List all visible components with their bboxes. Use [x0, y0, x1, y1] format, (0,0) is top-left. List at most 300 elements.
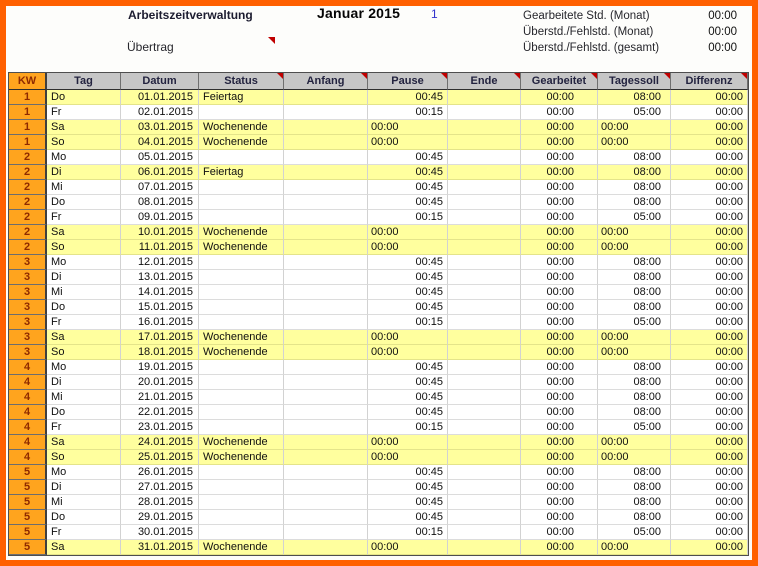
cell-tag[interactable]: Do [47, 90, 121, 105]
cell-tagessoll[interactable]: 08:00 [598, 510, 671, 525]
cell-ende[interactable] [448, 315, 521, 330]
cell-tagessoll[interactable]: 08:00 [598, 180, 671, 195]
cell-gearbeitet[interactable]: 00:00 [521, 405, 598, 420]
cell-pause[interactable]: 00:45 [368, 285, 448, 300]
cell-differenz[interactable]: 00:00 [671, 255, 748, 270]
cell-ende[interactable] [448, 345, 521, 360]
cell-pause[interactable]: 00:00 [368, 120, 448, 135]
cell-kw[interactable]: 4 [9, 450, 47, 465]
cell-status[interactable]: Wochenende [199, 135, 284, 150]
cell-tag[interactable]: Mo [47, 360, 121, 375]
cell-ende[interactable] [448, 375, 521, 390]
cell-ende[interactable] [448, 330, 521, 345]
cell-datum[interactable]: 17.01.2015 [121, 330, 199, 345]
cell-gearbeitet[interactable]: 00:00 [521, 315, 598, 330]
cell-ende[interactable] [448, 435, 521, 450]
cell-anfang[interactable] [284, 375, 368, 390]
cell-kw[interactable]: 3 [9, 285, 47, 300]
cell-gearbeitet[interactable]: 00:00 [521, 270, 598, 285]
column-header-differenz[interactable]: Differenz [671, 73, 748, 90]
cell-ende[interactable] [448, 135, 521, 150]
cell-ende[interactable] [448, 225, 521, 240]
cell-kw[interactable]: 4 [9, 405, 47, 420]
cell-differenz[interactable]: 00:00 [671, 240, 748, 255]
cell-gearbeitet[interactable]: 00:00 [521, 435, 598, 450]
cell-anfang[interactable] [284, 210, 368, 225]
cell-kw[interactable]: 2 [9, 210, 47, 225]
cell-kw[interactable]: 4 [9, 360, 47, 375]
cell-datum[interactable]: 20.01.2015 [121, 375, 199, 390]
cell-ende[interactable] [448, 150, 521, 165]
cell-kw[interactable]: 5 [9, 480, 47, 495]
cell-gearbeitet[interactable]: 00:00 [521, 525, 598, 540]
cell-differenz[interactable]: 00:00 [671, 180, 748, 195]
cell-anfang[interactable] [284, 435, 368, 450]
cell-pause[interactable]: 00:45 [368, 480, 448, 495]
column-header-datum[interactable]: Datum [121, 73, 199, 90]
cell-pause[interactable]: 00:00 [368, 345, 448, 360]
cell-anfang[interactable] [284, 240, 368, 255]
cell-tag[interactable]: Do [47, 405, 121, 420]
cell-ende[interactable] [448, 420, 521, 435]
cell-status[interactable] [199, 510, 284, 525]
cell-tagessoll[interactable]: 00:00 [598, 120, 671, 135]
cell-status[interactable] [199, 270, 284, 285]
column-header-anfang[interactable]: Anfang [284, 73, 368, 90]
cell-kw[interactable]: 3 [9, 330, 47, 345]
cell-datum[interactable]: 18.01.2015 [121, 345, 199, 360]
cell-tag[interactable]: Mo [47, 255, 121, 270]
cell-pause[interactable]: 00:45 [368, 465, 448, 480]
cell-differenz[interactable]: 00:00 [671, 495, 748, 510]
cell-status[interactable]: Wochenende [199, 240, 284, 255]
cell-ende[interactable] [448, 495, 521, 510]
cell-anfang[interactable] [284, 90, 368, 105]
cell-tagessoll[interactable]: 08:00 [598, 375, 671, 390]
cell-status[interactable] [199, 495, 284, 510]
cell-anfang[interactable] [284, 165, 368, 180]
cell-anfang[interactable] [284, 105, 368, 120]
cell-datum[interactable]: 26.01.2015 [121, 465, 199, 480]
cell-ende[interactable] [448, 120, 521, 135]
column-header-status[interactable]: Status [199, 73, 284, 90]
cell-anfang[interactable] [284, 330, 368, 345]
cell-datum[interactable]: 09.01.2015 [121, 210, 199, 225]
cell-differenz[interactable]: 00:00 [671, 120, 748, 135]
cell-anfang[interactable] [284, 315, 368, 330]
cell-ende[interactable] [448, 360, 521, 375]
column-header-tagessoll[interactable]: Tagessoll [598, 73, 671, 90]
cell-tagessoll[interactable]: 08:00 [598, 285, 671, 300]
cell-anfang[interactable] [284, 120, 368, 135]
cell-pause[interactable]: 00:00 [368, 330, 448, 345]
cell-tagessoll[interactable]: 08:00 [598, 150, 671, 165]
cell-ende[interactable] [448, 165, 521, 180]
cell-ende[interactable] [448, 540, 521, 555]
month-number-cell[interactable]: 1 [431, 7, 438, 21]
cell-differenz[interactable]: 00:00 [671, 465, 748, 480]
cell-datum[interactable]: 25.01.2015 [121, 450, 199, 465]
cell-tag[interactable]: Di [47, 165, 121, 180]
cell-kw[interactable]: 3 [9, 270, 47, 285]
cell-gearbeitet[interactable]: 00:00 [521, 135, 598, 150]
cell-gearbeitet[interactable]: 00:00 [521, 210, 598, 225]
cell-tag[interactable]: Do [47, 195, 121, 210]
cell-kw[interactable]: 5 [9, 465, 47, 480]
cell-tagessoll[interactable]: 08:00 [598, 165, 671, 180]
cell-datum[interactable]: 24.01.2015 [121, 435, 199, 450]
cell-datum[interactable]: 31.01.2015 [121, 540, 199, 555]
cell-kw[interactable]: 3 [9, 300, 47, 315]
cell-kw[interactable]: 1 [9, 135, 47, 150]
cell-tag[interactable]: Sa [47, 120, 121, 135]
cell-differenz[interactable]: 00:00 [671, 405, 748, 420]
cell-status[interactable] [199, 420, 284, 435]
cell-differenz[interactable]: 00:00 [671, 330, 748, 345]
cell-tagessoll[interactable]: 08:00 [598, 405, 671, 420]
cell-tag[interactable]: Di [47, 480, 121, 495]
cell-ende[interactable] [448, 285, 521, 300]
cell-ende[interactable] [448, 90, 521, 105]
cell-differenz[interactable]: 00:00 [671, 435, 748, 450]
cell-ende[interactable] [448, 510, 521, 525]
cell-kw[interactable]: 2 [9, 225, 47, 240]
cell-kw[interactable]: 5 [9, 540, 47, 555]
cell-gearbeitet[interactable]: 00:00 [521, 300, 598, 315]
cell-status[interactable]: Feiertag [199, 165, 284, 180]
cell-kw[interactable]: 4 [9, 390, 47, 405]
cell-pause[interactable]: 00:45 [368, 300, 448, 315]
cell-tag[interactable]: Fr [47, 315, 121, 330]
cell-anfang[interactable] [284, 525, 368, 540]
cell-kw[interactable]: 2 [9, 150, 47, 165]
cell-kw[interactable]: 4 [9, 375, 47, 390]
cell-anfang[interactable] [284, 300, 368, 315]
cell-tagessoll[interactable]: 08:00 [598, 270, 671, 285]
cell-differenz[interactable]: 00:00 [671, 315, 748, 330]
cell-gearbeitet[interactable]: 00:00 [521, 150, 598, 165]
cell-gearbeitet[interactable]: 00:00 [521, 120, 598, 135]
cell-tagessoll[interactable]: 00:00 [598, 435, 671, 450]
cell-tag[interactable]: Sa [47, 435, 121, 450]
cell-gearbeitet[interactable]: 00:00 [521, 465, 598, 480]
cell-status[interactable] [199, 285, 284, 300]
cell-pause[interactable]: 00:45 [368, 375, 448, 390]
cell-kw[interactable]: 4 [9, 435, 47, 450]
cell-differenz[interactable]: 00:00 [671, 105, 748, 120]
cell-pause[interactable]: 00:45 [368, 180, 448, 195]
cell-tagessoll[interactable]: 08:00 [598, 195, 671, 210]
cell-anfang[interactable] [284, 345, 368, 360]
cell-status[interactable] [199, 315, 284, 330]
cell-ende[interactable] [448, 405, 521, 420]
cell-anfang[interactable] [284, 195, 368, 210]
cell-tag[interactable]: So [47, 345, 121, 360]
cell-gearbeitet[interactable]: 00:00 [521, 165, 598, 180]
cell-tagessoll[interactable]: 08:00 [598, 360, 671, 375]
cell-tag[interactable]: Mi [47, 390, 121, 405]
cell-differenz[interactable]: 00:00 [671, 285, 748, 300]
cell-ende[interactable] [448, 240, 521, 255]
cell-anfang[interactable] [284, 390, 368, 405]
cell-tagessoll[interactable]: 08:00 [598, 390, 671, 405]
cell-datum[interactable]: 01.01.2015 [121, 90, 199, 105]
cell-ende[interactable] [448, 450, 521, 465]
cell-tag[interactable]: Fr [47, 210, 121, 225]
cell-ende[interactable] [448, 390, 521, 405]
cell-datum[interactable]: 21.01.2015 [121, 390, 199, 405]
cell-datum[interactable]: 15.01.2015 [121, 300, 199, 315]
cell-tagessoll[interactable]: 05:00 [598, 210, 671, 225]
cell-anfang[interactable] [284, 495, 368, 510]
cell-datum[interactable]: 06.01.2015 [121, 165, 199, 180]
cell-gearbeitet[interactable]: 00:00 [521, 345, 598, 360]
cell-differenz[interactable]: 00:00 [671, 225, 748, 240]
cell-differenz[interactable]: 00:00 [671, 270, 748, 285]
cell-tagessoll[interactable]: 00:00 [598, 450, 671, 465]
cell-kw[interactable]: 2 [9, 240, 47, 255]
cell-datum[interactable]: 02.01.2015 [121, 105, 199, 120]
cell-differenz[interactable]: 00:00 [671, 480, 748, 495]
cell-tagessoll[interactable]: 08:00 [598, 90, 671, 105]
cell-gearbeitet[interactable]: 00:00 [521, 450, 598, 465]
cell-differenz[interactable]: 00:00 [671, 525, 748, 540]
cell-status[interactable]: Wochenende [199, 330, 284, 345]
cell-anfang[interactable] [284, 150, 368, 165]
cell-kw[interactable]: 5 [9, 510, 47, 525]
cell-pause[interactable]: 00:00 [368, 240, 448, 255]
cell-datum[interactable]: 05.01.2015 [121, 150, 199, 165]
cell-tag[interactable]: Mi [47, 180, 121, 195]
cell-kw[interactable]: 1 [9, 105, 47, 120]
cell-datum[interactable]: 29.01.2015 [121, 510, 199, 525]
cell-gearbeitet[interactable]: 00:00 [521, 105, 598, 120]
cell-anfang[interactable] [284, 135, 368, 150]
cell-gearbeitet[interactable]: 00:00 [521, 225, 598, 240]
cell-gearbeitet[interactable]: 00:00 [521, 495, 598, 510]
cell-gearbeitet[interactable]: 00:00 [521, 390, 598, 405]
cell-pause[interactable]: 00:45 [368, 150, 448, 165]
cell-tagessoll[interactable]: 05:00 [598, 525, 671, 540]
cell-differenz[interactable]: 00:00 [671, 360, 748, 375]
cell-tag[interactable]: So [47, 135, 121, 150]
cell-tag[interactable]: Sa [47, 330, 121, 345]
cell-gearbeitet[interactable]: 00:00 [521, 540, 598, 555]
cell-anfang[interactable] [284, 225, 368, 240]
cell-differenz[interactable]: 00:00 [671, 90, 748, 105]
cell-kw[interactable]: 1 [9, 90, 47, 105]
cell-ende[interactable] [448, 195, 521, 210]
cell-status[interactable] [199, 360, 284, 375]
cell-anfang[interactable] [284, 255, 368, 270]
cell-kw[interactable]: 5 [9, 495, 47, 510]
column-header-kw[interactable]: KW [9, 73, 47, 90]
cell-gearbeitet[interactable]: 00:00 [521, 180, 598, 195]
cell-status[interactable] [199, 375, 284, 390]
cell-gearbeitet[interactable]: 00:00 [521, 420, 598, 435]
cell-differenz[interactable]: 00:00 [671, 210, 748, 225]
cell-kw[interactable]: 5 [9, 525, 47, 540]
cell-status[interactable] [199, 525, 284, 540]
cell-kw[interactable]: 3 [9, 345, 47, 360]
cell-pause[interactable]: 00:15 [368, 210, 448, 225]
cell-kw[interactable]: 1 [9, 120, 47, 135]
cell-tagessoll[interactable]: 08:00 [598, 495, 671, 510]
cell-anfang[interactable] [284, 285, 368, 300]
cell-tagessoll[interactable]: 05:00 [598, 105, 671, 120]
cell-tag[interactable]: Sa [47, 225, 121, 240]
cell-status[interactable] [199, 105, 284, 120]
cell-status[interactable] [199, 210, 284, 225]
cell-gearbeitet[interactable]: 00:00 [521, 510, 598, 525]
cell-differenz[interactable]: 00:00 [671, 300, 748, 315]
cell-pause[interactable]: 00:45 [368, 510, 448, 525]
cell-gearbeitet[interactable]: 00:00 [521, 375, 598, 390]
cell-pause[interactable]: 00:45 [368, 495, 448, 510]
cell-tagessoll[interactable]: 08:00 [598, 480, 671, 495]
cell-differenz[interactable]: 00:00 [671, 420, 748, 435]
cell-pause[interactable]: 00:45 [368, 195, 448, 210]
cell-tag[interactable]: Di [47, 375, 121, 390]
cell-status[interactable] [199, 465, 284, 480]
cell-status[interactable]: Wochenende [199, 120, 284, 135]
cell-ende[interactable] [448, 300, 521, 315]
cell-differenz[interactable]: 00:00 [671, 150, 748, 165]
cell-pause[interactable]: 00:15 [368, 525, 448, 540]
cell-tag[interactable]: So [47, 240, 121, 255]
cell-ende[interactable] [448, 465, 521, 480]
cell-datum[interactable]: 14.01.2015 [121, 285, 199, 300]
cell-ende[interactable] [448, 180, 521, 195]
cell-datum[interactable]: 22.01.2015 [121, 405, 199, 420]
cell-status[interactable] [199, 390, 284, 405]
cell-pause[interactable]: 00:00 [368, 450, 448, 465]
cell-anfang[interactable] [284, 480, 368, 495]
cell-anfang[interactable] [284, 405, 368, 420]
cell-datum[interactable]: 23.01.2015 [121, 420, 199, 435]
cell-tagessoll[interactable]: 08:00 [598, 255, 671, 270]
cell-differenz[interactable]: 00:00 [671, 165, 748, 180]
cell-datum[interactable]: 12.01.2015 [121, 255, 199, 270]
cell-kw[interactable]: 2 [9, 180, 47, 195]
cell-pause[interactable]: 00:45 [368, 360, 448, 375]
cell-anfang[interactable] [284, 540, 368, 555]
cell-anfang[interactable] [284, 420, 368, 435]
cell-kw[interactable]: 4 [9, 420, 47, 435]
cell-kw[interactable]: 3 [9, 255, 47, 270]
cell-pause[interactable]: 00:00 [368, 540, 448, 555]
column-header-pause[interactable]: Pause [368, 73, 448, 90]
cell-tag[interactable]: Mo [47, 150, 121, 165]
cell-tag[interactable]: Do [47, 510, 121, 525]
cell-pause[interactable]: 00:45 [368, 270, 448, 285]
cell-tag[interactable]: Do [47, 300, 121, 315]
cell-kw[interactable]: 2 [9, 195, 47, 210]
cell-tagessoll[interactable]: 05:00 [598, 420, 671, 435]
cell-tagessoll[interactable]: 00:00 [598, 240, 671, 255]
cell-tagessoll[interactable]: 00:00 [598, 135, 671, 150]
cell-status[interactable] [199, 300, 284, 315]
cell-datum[interactable]: 19.01.2015 [121, 360, 199, 375]
cell-tagessoll[interactable]: 00:00 [598, 225, 671, 240]
cell-gearbeitet[interactable]: 00:00 [521, 480, 598, 495]
column-header-tag[interactable]: Tag [47, 73, 121, 90]
cell-tag[interactable]: Di [47, 270, 121, 285]
cell-status[interactable] [199, 180, 284, 195]
cell-differenz[interactable]: 00:00 [671, 195, 748, 210]
cell-pause[interactable]: 00:00 [368, 435, 448, 450]
cell-pause[interactable]: 00:00 [368, 135, 448, 150]
cell-pause[interactable]: 00:45 [368, 255, 448, 270]
cell-pause[interactable]: 00:45 [368, 165, 448, 180]
cell-datum[interactable]: 10.01.2015 [121, 225, 199, 240]
cell-anfang[interactable] [284, 465, 368, 480]
cell-anfang[interactable] [284, 180, 368, 195]
cell-tagessoll[interactable]: 00:00 [598, 345, 671, 360]
column-header-ende[interactable]: Ende [448, 73, 521, 90]
cell-ende[interactable] [448, 210, 521, 225]
cell-anfang[interactable] [284, 270, 368, 285]
cell-datum[interactable]: 04.01.2015 [121, 135, 199, 150]
cell-differenz[interactable]: 00:00 [671, 510, 748, 525]
cell-datum[interactable]: 11.01.2015 [121, 240, 199, 255]
cell-ende[interactable] [448, 255, 521, 270]
cell-status[interactable] [199, 405, 284, 420]
cell-differenz[interactable]: 00:00 [671, 390, 748, 405]
cell-tag[interactable]: Fr [47, 525, 121, 540]
cell-status[interactable]: Wochenende [199, 450, 284, 465]
cell-differenz[interactable]: 00:00 [671, 345, 748, 360]
cell-tag[interactable]: Mo [47, 465, 121, 480]
cell-status[interactable]: Wochenende [199, 345, 284, 360]
cell-gearbeitet[interactable]: 00:00 [521, 360, 598, 375]
cell-tag[interactable]: Fr [47, 420, 121, 435]
cell-differenz[interactable]: 00:00 [671, 135, 748, 150]
cell-tagessoll[interactable]: 00:00 [598, 540, 671, 555]
cell-ende[interactable] [448, 270, 521, 285]
cell-datum[interactable]: 03.01.2015 [121, 120, 199, 135]
cell-ende[interactable] [448, 525, 521, 540]
cell-tag[interactable]: Fr [47, 105, 121, 120]
summary-value-cell[interactable]: 00:00 [708, 26, 737, 38]
cell-status[interactable] [199, 255, 284, 270]
cell-anfang[interactable] [284, 450, 368, 465]
cell-pause[interactable]: 00:00 [368, 225, 448, 240]
cell-status[interactable]: Wochenende [199, 435, 284, 450]
cell-datum[interactable]: 28.01.2015 [121, 495, 199, 510]
cell-pause[interactable]: 00:15 [368, 105, 448, 120]
cell-tag[interactable]: Mi [47, 495, 121, 510]
cell-gearbeitet[interactable]: 00:00 [521, 285, 598, 300]
cell-status[interactable]: Feiertag [199, 90, 284, 105]
cell-tag[interactable]: Sa [47, 540, 121, 555]
cell-gearbeitet[interactable]: 00:00 [521, 195, 598, 210]
cell-datum[interactable]: 30.01.2015 [121, 525, 199, 540]
cell-differenz[interactable]: 00:00 [671, 450, 748, 465]
cell-tagessoll[interactable]: 05:00 [598, 315, 671, 330]
cell-anfang[interactable] [284, 510, 368, 525]
cell-kw[interactable]: 2 [9, 165, 47, 180]
cell-pause[interactable]: 00:45 [368, 405, 448, 420]
cell-ende[interactable] [448, 105, 521, 120]
column-header-gearbeitet[interactable]: Gearbeitet [521, 73, 598, 90]
cell-pause[interactable]: 00:15 [368, 420, 448, 435]
cell-status[interactable] [199, 195, 284, 210]
cell-status[interactable] [199, 150, 284, 165]
cell-tag[interactable]: So [47, 450, 121, 465]
cell-status[interactable]: Wochenende [199, 540, 284, 555]
cell-pause[interactable]: 00:45 [368, 390, 448, 405]
